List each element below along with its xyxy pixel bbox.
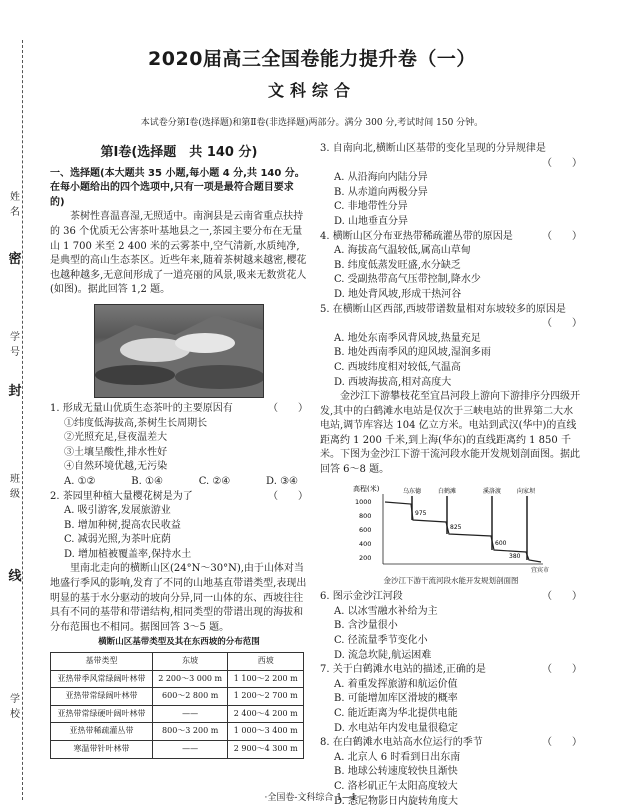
left-column: [50, 142, 308, 759]
table-cell: 亚热带常绿阔叶林带: [51, 688, 153, 706]
table-cell: 600～2 800 m: [152, 688, 228, 706]
margin-class-label: 班级: [10, 474, 20, 500]
table-cell: 亚热带季风常绿阔叶林带: [51, 670, 153, 688]
q4-option-c[interactable]: C. 受副热带高气压带控制,降水少: [334, 274, 481, 286]
q5-option-c[interactable]: C. 西坡纬度相对较低,气温高: [334, 361, 461, 373]
q7-option-a[interactable]: A. 着重发挥旅游和航运价值: [334, 678, 458, 690]
right-column: [320, 142, 582, 809]
table-cell: 亚热带稀疏灌丛带: [51, 723, 153, 741]
q1-stem: 1. 形成无量山优质生态茶叶的主要原因有 （ ）: [50, 402, 308, 414]
q4-stem: 4. 横断山区分布亚热带稀疏灌丛带的原因是 （ ）: [320, 230, 582, 242]
section-instructions: 一、选择题(本大题共 35 小题,每小题 4 分,共 140 分。在每小题给出的四个选项中,只有一项是最符合题目要求的): [50, 167, 305, 208]
q3-paren: （ ）: [542, 157, 582, 169]
figure-ytick: 400: [359, 539, 372, 548]
belt-table: [50, 652, 304, 759]
q5-paren: （ ）: [542, 318, 582, 330]
figure-station-label: 溪洛渡: [483, 487, 502, 495]
q1-item: ④自然环境优越,无污染: [64, 461, 168, 473]
table-cell: 2 400～4 200 m: [228, 705, 304, 723]
figure-station-label: 乌东德: [403, 487, 422, 495]
q6-option-c[interactable]: C. 径流量季节变化小: [334, 635, 428, 647]
figure-ytick: 600: [359, 525, 372, 534]
table-cell: ——: [152, 705, 228, 723]
table-cell: 2 200～3 000 m: [152, 670, 228, 688]
q6-stem: 6. 图示金沙江河段 （ ）: [320, 591, 582, 603]
river-profile-figure: [351, 482, 551, 574]
table-row: [51, 688, 304, 706]
exam-subtitle: 文科综合: [267, 81, 356, 100]
table-row: [51, 723, 304, 741]
table-cell: 寒温带针叶林带: [51, 741, 153, 759]
q2-option-b[interactable]: B. 增加种树,提高农民收益: [64, 519, 181, 531]
figure-level-label: 600: [495, 539, 507, 547]
q7-option-c[interactable]: C. 能近距离为华北提供电能: [334, 708, 458, 719]
table-header: 基带类型: [51, 653, 153, 671]
passage-tea: 茶树性喜温喜湿,无照适中。南涧县是云南省重点扶持的 36 个优质无公害茶叶基地县之一,茶园主要分布在无量山 1 700 米至 2 400 米的云雾茶中,空气清新,水质纯净,是典型的高山生态茶区。近些年来,随着茶树越来越密,樱花也越种越多,无意间形成了一道亮丽的风景,吸来无数赏花人(如图)。据此回答 1,2 题。: [50, 211, 307, 296]
q1-option-a[interactable]: A. ①②: [64, 475, 96, 487]
q3-option-b[interactable]: B. 从赤道向两极分异: [334, 186, 428, 198]
q7-stem: 7. 关于白鹤滩水电站的描述,正确的是 （ ）: [320, 664, 582, 676]
q4-option-d[interactable]: D. 地处背风坡,形成干热河谷: [334, 288, 462, 300]
q1-option-d[interactable]: D. ③④: [266, 475, 298, 487]
q1-item: ②光照充足,昼夜温差大: [64, 432, 168, 444]
q6-option-a[interactable]: A. 以冰雪融水补给为主: [334, 605, 438, 617]
q8-option-d[interactable]: D. 悉尼物影日内旋转角度大: [334, 795, 459, 807]
q5-option-a[interactable]: A. 地处东南季风背风坡,热量充足: [334, 332, 481, 344]
q5-stem: 5. 在横断山区西部,西坡带谱数量相对东坡较多的原因是: [320, 303, 566, 315]
q1-item: ①纬度低海拔高,茶树生长周期长: [64, 417, 208, 429]
margin-id-label: 学号: [10, 332, 20, 358]
margin-school-label: 学校: [10, 694, 20, 720]
q4-option-b[interactable]: B. 纬度低蒸发旺盛,水分缺乏: [334, 259, 461, 271]
q8-option-a[interactable]: A. 北京人 6 时看到日出东南: [334, 751, 461, 763]
margin-name-label: 姓名: [10, 192, 20, 218]
figure-end-label: 宜宾市: [531, 566, 550, 574]
q4-option-a[interactable]: A. 海拔高气温较低,属高山草甸: [334, 245, 471, 257]
margin-seal-feng: 封: [8, 380, 22, 399]
figure-level-label: 380: [509, 552, 521, 560]
table-caption: 横断山区基带类型及其在东西坡的分布范围: [98, 637, 260, 648]
cherry-tea-photo: [94, 304, 264, 398]
q2-stem: 2. 茶园里种植大量樱花树是为了 （ ）: [50, 490, 308, 502]
table-row: [51, 705, 304, 723]
passage-jinsha: 金沙江下游攀枝花至宜昌河段上游向下游排序分四级开发,其中的白鹤滩水电站是仅次于三峡电站的世界第二大水电站,调节库容达 104 亿立方米。电站到武汉(华中)的直线距离约 1 200 千米,到上海(华东)的直线距离约 1 850 千米。下图为金沙江下游干流河段水能开发规划剖面图。据此回答 6～8 题。: [320, 391, 580, 476]
figure-level-label: 975: [415, 509, 427, 517]
margin-seal-line: 线: [8, 565, 22, 584]
table-cell: 1 000～3 400 m: [228, 723, 304, 741]
q2-option-d[interactable]: D. 增加植被覆盖率,保持水土: [64, 548, 192, 560]
figure-ytick: 800: [359, 511, 372, 520]
q8-option-c[interactable]: C. 洛杉矶正午太阳高度较大: [334, 780, 458, 792]
q1-item: ③土壤呈酸性,排水性好: [64, 446, 168, 458]
figure-ytick: 200: [359, 553, 372, 562]
table-header: 东坡: [152, 653, 228, 671]
q6-option-b[interactable]: B. 含沙量很小: [334, 620, 398, 632]
figure-level-label: 825: [450, 523, 462, 531]
q3-option-d[interactable]: D. 山地垂直分异: [334, 215, 409, 227]
table-cell: 800～3 200 m: [152, 723, 228, 741]
q8-option-b[interactable]: B. 地球公转速度较快且渐快: [334, 766, 458, 778]
q8-stem: 8. 在白鹤滩水电站高水位运行的季节 （ ）: [320, 737, 582, 749]
figure-ylabel: 高程(米): [353, 484, 380, 493]
q1-options: [50, 475, 308, 490]
q5-option-d[interactable]: D. 西坡海拔高,相对高度大: [334, 376, 452, 388]
table-cell: ——: [152, 741, 228, 759]
exam-title: 2020届高三全国卷能力提升卷（一）: [148, 48, 476, 70]
q5-option-b[interactable]: B. 地处西南季风的迎风坡,湿润多雨: [334, 347, 491, 359]
q3-option-a[interactable]: A. 从沿海向内陆分异: [334, 172, 428, 184]
table-row: [51, 670, 304, 688]
passage-hengduan: 里南北走向的横断山区(24°N～30°N),由于山体对当地盛行季风的影响,发育了不同的山地基直带谱类型,表现出明显的基于水分驱动的坡向分异,同一山体的东、西坡往往具有不同的基带和带谱结构,相同类型的带谱出现的海拔和分布范围也不相同。据图回答 3～5 题。: [50, 563, 307, 633]
q1-option-c[interactable]: C. ②④: [198, 475, 231, 487]
figure-caption: 金沙江下游干流河段水能开发规划剖面图: [383, 575, 519, 585]
q2-option-c[interactable]: C. 减弱光照,为茶叶庇荫: [64, 534, 171, 546]
table-cell: 亚热带常绿硬叶阔叶林带: [51, 705, 153, 723]
margin-seal-mi: 密: [8, 248, 22, 267]
q7-option-d[interactable]: D. 水电站年内发电量很稳定: [334, 722, 459, 734]
q6-option-d[interactable]: D. 流急坎陡,航运困难: [334, 649, 432, 661]
table-cell: 2 900～4 300 m: [228, 741, 304, 759]
table-header: 西坡: [228, 653, 304, 671]
q3-stem: 3. 自南向北,横断山区基带的变化呈现的分异规律是: [320, 143, 546, 154]
figure-ytick: 1000: [355, 497, 372, 506]
photo-illustration: [95, 305, 263, 397]
table-cell: 1 200～2 700 m: [228, 688, 304, 706]
q1-option-b[interactable]: B. ①④: [131, 475, 163, 487]
q2-option-a[interactable]: A. 吸引游客,发展旅游业: [64, 505, 171, 517]
page-footer: ·全国卷-文科综合 1—1·: [264, 793, 360, 803]
exam-note: 本试卷分第Ⅰ卷(选择题)和第Ⅱ卷(非选择题)两部分。满分 300 分,考试时间 150 分钟。: [140, 118, 484, 128]
q7-option-b[interactable]: B. 可能增加库区滑坡的概率: [334, 693, 458, 705]
table-cell: 1 100～2 200 m: [228, 670, 304, 688]
section-heading: 第Ⅰ卷(选择题 共 140 分): [100, 145, 258, 160]
q3-option-c[interactable]: C. 非地带性分异: [334, 201, 408, 213]
binding-line: [22, 40, 23, 800]
figure-station-label: 向家坝: [517, 487, 536, 495]
figure-station-label: 白鹤滩: [438, 487, 457, 495]
table-row: [51, 741, 304, 759]
